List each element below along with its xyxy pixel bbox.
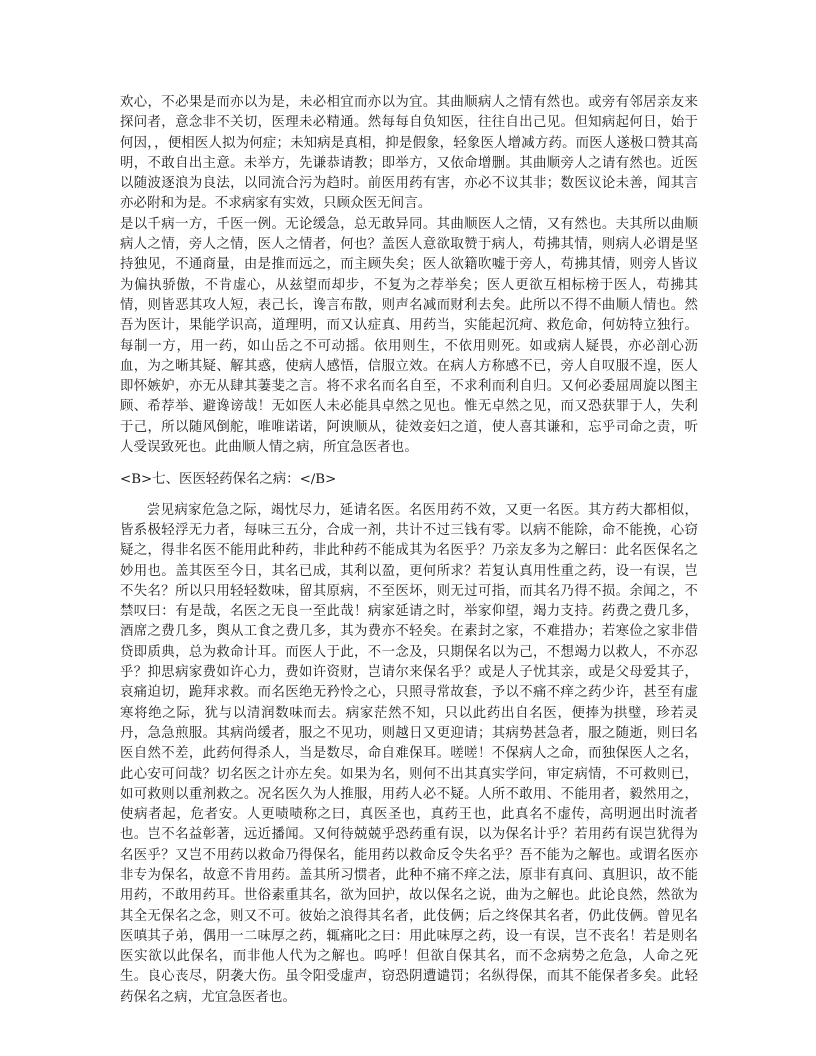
document-page [120,93,698,1008]
section-heading: <B>七、医医轻药保名之病：</B> [120,472,337,488]
body-paragraph-1: 欢心，不必果是而亦以为是，未必相宜而亦以为宜。其曲顺病人之情有然也。或旁有邻居亲友来探问者，意念非不关切，医理未必精通。然每每自负知医，往往自出己见。但知病起何日，始于何因，，便相医人拟为何症；未知病是真相，抑是假象，轻象医人增减方药。而医人遂极口赞其高明，不敢自出主意。未举方，先谦恭请教；即举方，又依命增删。其曲顺旁人之请有然也。近医以随波逐浪为良法，以同流合污为趋时。前医用药有害，亦必不议其非；数医议论未善，闻其言亦必附和为是。不求病家有实效，只顾众医无间言。 [120,95,698,212]
body-paragraph-3: 尝见病家危急之际，竭忱尽力，延请名医。名医用药不效，又更一名医。其方药大都相似，皆系极轻浮无力者，每味三五分，合成一剂，共计不过三钱有零。以病不能除，命不能挽，心窃疑之，得非名医不能用此种药，非此种药不能成其为名医乎？乃亲友多为之解曰：此名医保名之妙用也。盖其医至今日，其名已成，其利以盈，更何所求？若复认真用性重之药，设一有误，岂不失名？所以只用轻轻数味，留其原病，不至医坏，则无过可指，而其名乃得不损。余闻之，不禁叹曰：有是哉，名医之无良一至此哉！病家延请之时，举家仰望，竭力支持。药费之费几多，酒席之费几多，舆从工食之费几多，其为费亦不轻矣。在素封之家，不难措办；若寒俭之家非借贷即质典，总为救命计耳。而医人于此，不一念及，只期保名以为己，不想竭力以救人，不亦忍乎？抑思病家费如许心力，费如许资财，岂请尔来保名乎？或是人子忧其亲，或是父母爱其子，哀痛迫切，跪拜求救。而名医绝无矜怜之心，只照寻常故套，予以不痛不痒之药少许，甚至有虚寒将绝之际，犹与以清润数味而去。病家茫然不知，只以此药出自名医，便捧为拱璧，珍若灵丹，急急煎服。其病尚缓者，服之不见功，则越日又更迎请；其病势甚急者，服之随逝，则曰名医自然不差，此药何得杀人，当是数尽，命自难保耳。嗟嗟！不保病人之命，而独保医人之名，此心安可问哉？切名医之计亦左矣。如果为名，则何不出其真实学问，审定病情，不可救则已，如可救则以重剂救之。况名医久为人推服，用药人必不疑。人所不敢用、不能用者，毅然用之，使病者起，危者安。人更啧啧称之曰，真医圣也，真药王也，此真名不虚传，高明迥出时流者也。岂不名益彰著，远近播闻。又何待兢兢乎恐药重有误，以为保名计乎？若用药有误岂犹得为名医乎？又岂不用药以救命乃得保名，能用药以救命反令失名乎？吾不能为之解也。或谓名医亦非专为保名，故意不肯用药。盖其所习惯者，此种不痛不痒之法，原非有真问、真胆识，故不能用药，不敢用药耳。世俗素重其名，欲为回护，故以保名之说，曲为之解也。此论良然，然欲为其全无保名之念，则又不可。彼始之浪得其名者，此伎俩；后之终保其名者，仍此伎俩。曾见名医嗔其子弟，偶用一二味厚之药，辄痛叱之曰：用此味厚之药，设一有误，岂不丧名！若是则名医实欲以此保名，而非他人代为之解也。呜呼！但欲自保其名，而不念病势之危急，人命之死生。良心丧尽，阴袭大伤。虽令阳受虚声，窃恐阴遭谴罚；名纵得保，而其不能保者多矣。此轻药保名之病，尤宜急医者也。 [120,502,698,1005]
body-paragraph-2: 是以千病一方，千医一例。无论缓急，总无敢异同。其曲顺医人之情，又有然也。夫其所以曲顺病人之情，旁人之情，医人之情者，何也？盖医人意欲取赞于病人，苟拂其情，则病人必谓是坚持独见，不通商量，由是推而远之，而主顾失矣；医人欲籍吹嘘于旁人，苟拂其情，则旁人皆议为偏执骄傲，不肯虚心，从兹望而却步，不复为之荐举矣；医人更欲互相标榜于医人，苟拂其情，则皆恶其攻人短，表己长，谗言布散，则声名减而财利去矣。此所以不得不曲顺人情也。然吾为医计，果能学识高，道理明，而又认症真、用药当，实能起沉疴、救危命，何妨特立独行。每制一方，用一药，如山岳之不可动摇。依用则生，不依用则死。如或病人疑畏，亦必剖心沥血，为之晰其疑、解其惑，使病人感悟，信服立效。在病人方称感不已，旁人自叹服不遑，医人即怀嫉妒，亦无从肆其萋斐之言。将不求名而名自至，不求利而利自归。又何必委屈周旋以图主顾、希荐举、避谗谤哉！无如医人未必能具卓然之见也。惟无卓然之见，而又恐获罪于人，失利于己，所以随风倒舵，唯唯诺诺，阿谀顺从，徒效妾妇之道，使人喜其谦和，忘乎司命之责，听人受误致死也。此曲顺人情之病，所宜急医者也。 [120,216,698,456]
